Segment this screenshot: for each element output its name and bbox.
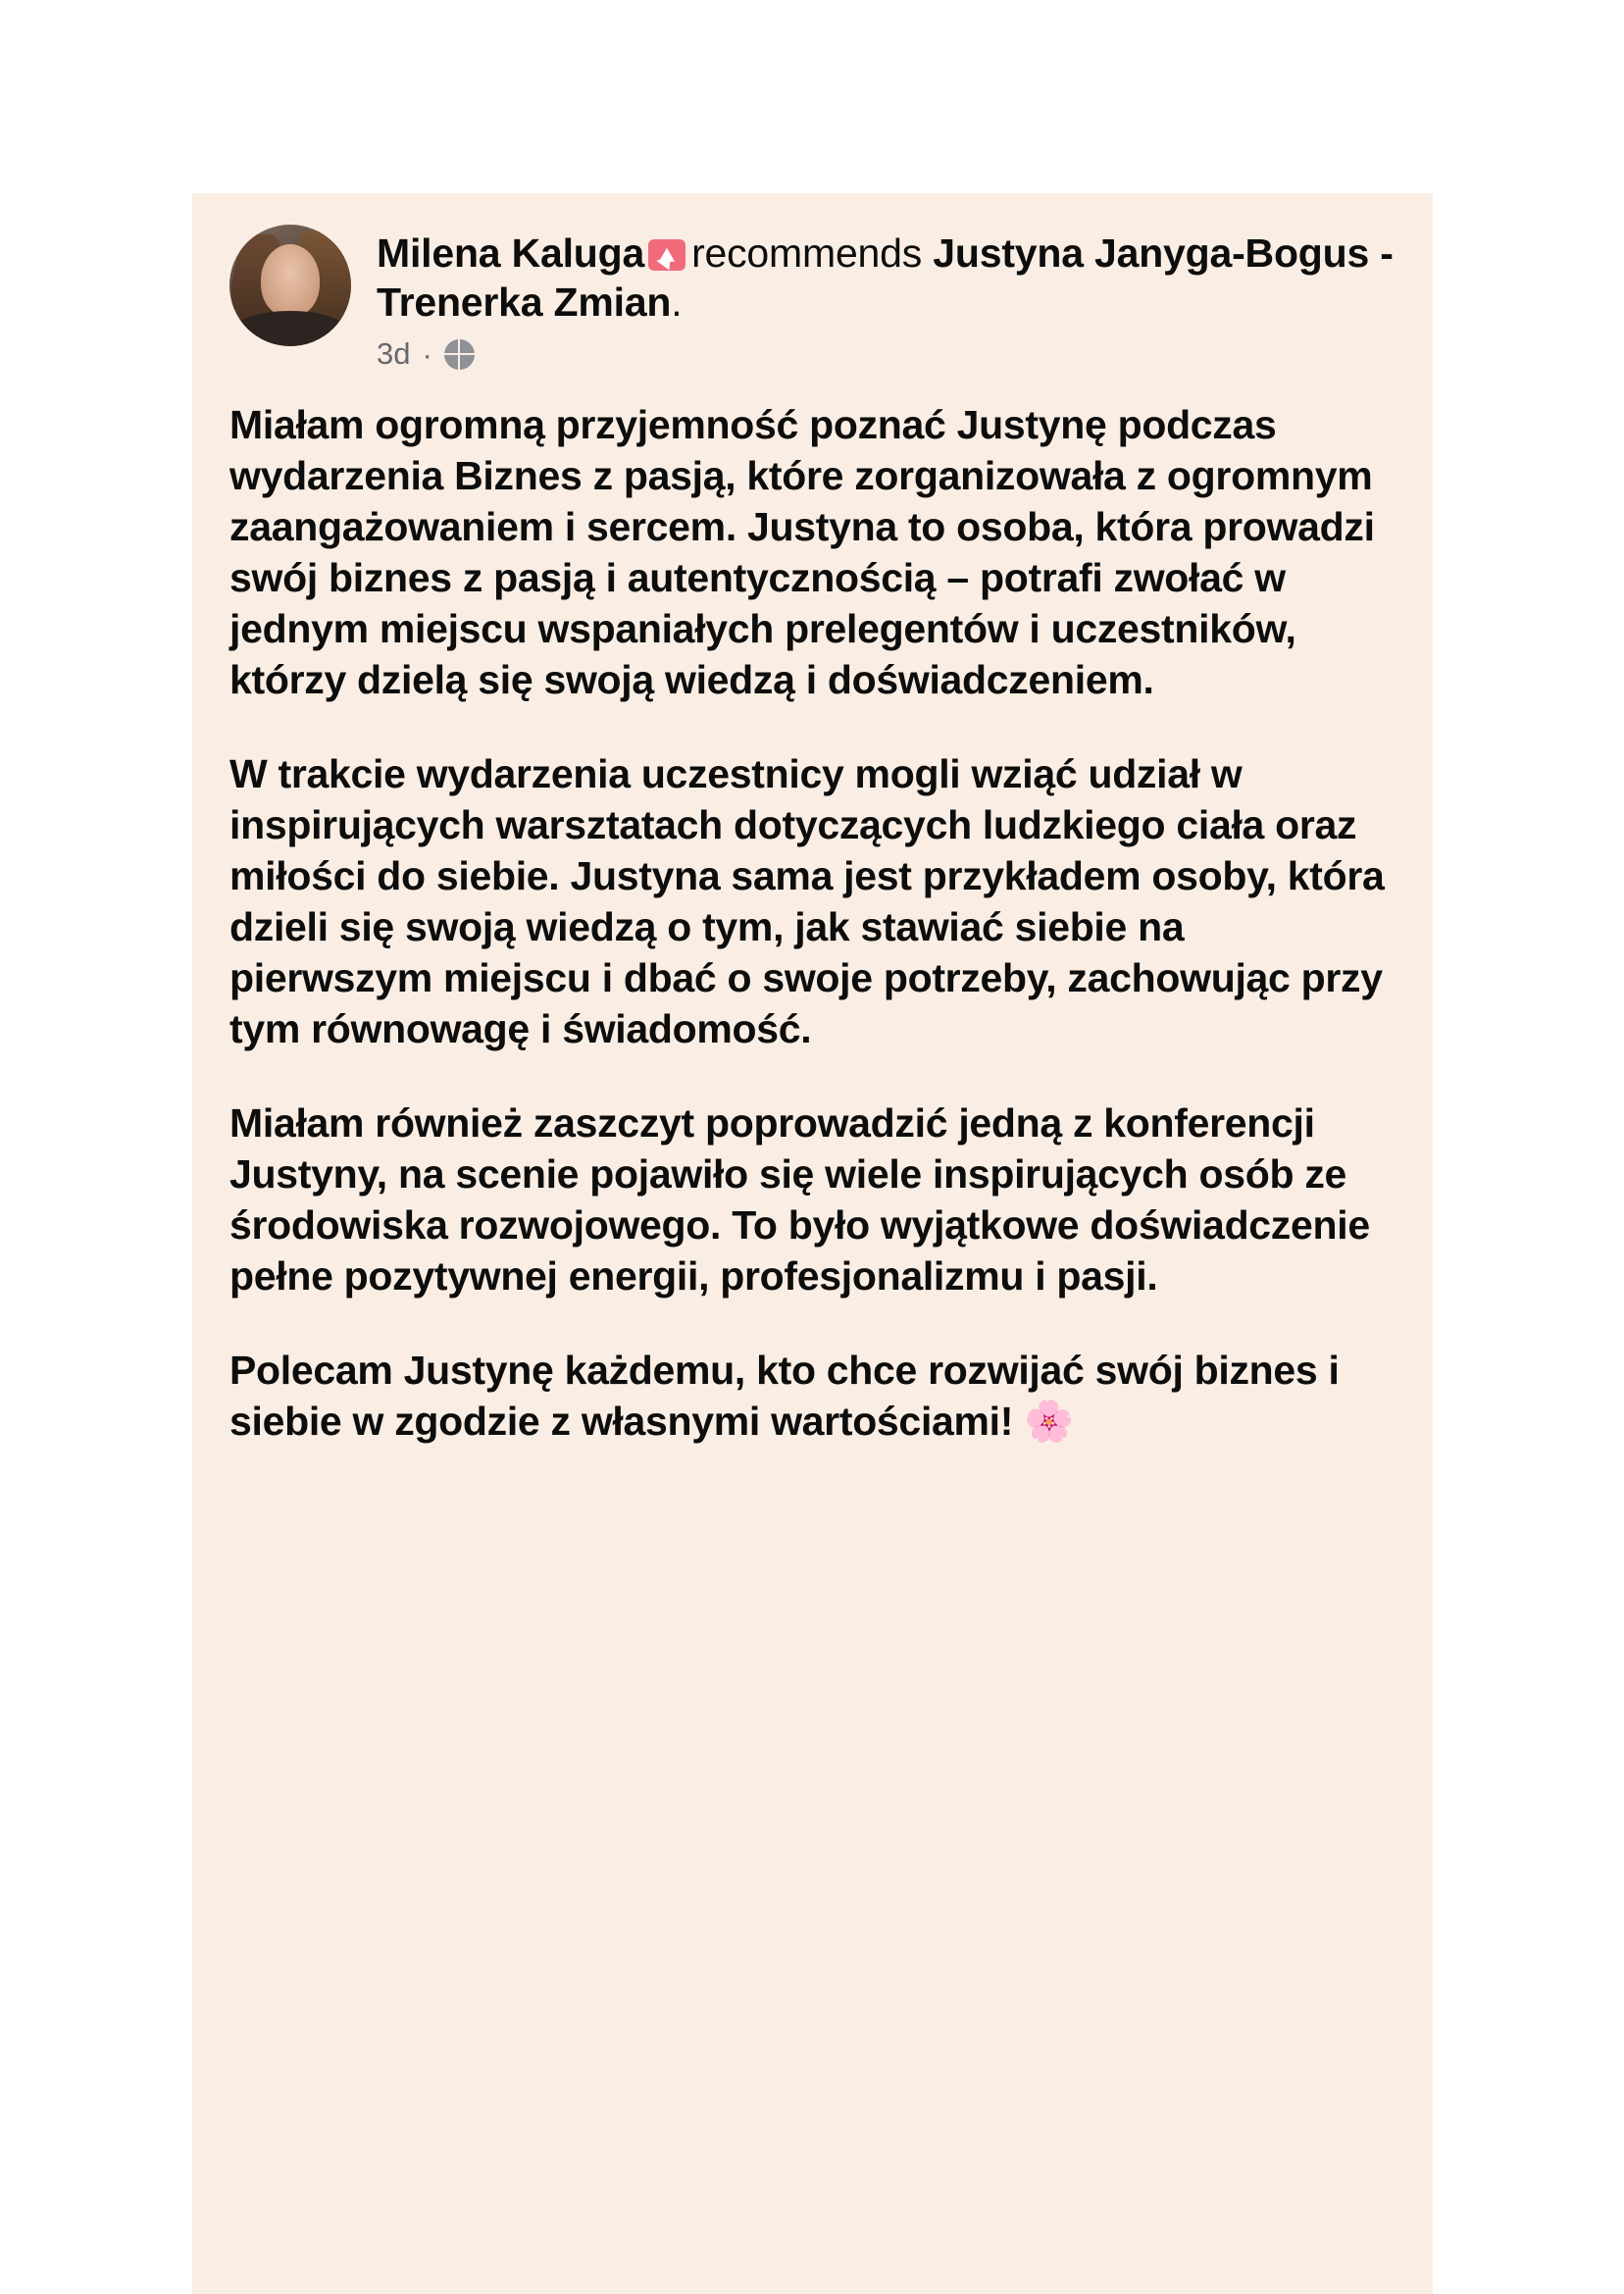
avatar-face [261, 244, 320, 317]
post-paragraph-2: W trakcie wydarzenia uczestnicy mogli wziąć udział w inspirujących warsztatach dotyczących ludzkiego ciała oraz miłości do siebie. Justyna sama jest przykładem osoby, która dzieli się swoją wiedzą o tym, jak stawiać siebie na pierwszym miejscu i dbać o swoje potrzeby, zachowując przy tym równowagę i świadomość. [229, 751, 1385, 1051]
recommend-action-label: recommends [691, 230, 923, 276]
headline-period: . [671, 280, 683, 325]
post-header [229, 225, 1396, 372]
recommended-page-name[interactable]: Justyna Janyga-Bogus - Trenerka Zmian [377, 230, 1394, 325]
post-timestamp[interactable]: 3d [377, 336, 411, 371]
post-headline [377, 229, 1396, 327]
post-header-text [377, 225, 1396, 372]
avatar-shoulder [231, 311, 349, 346]
post-paragraph-3: Miałam również zaszczyt poprowadzić jedną z konferencji Justyny, na scenie pojawiło się wiele inspirujących osób ze środowiska rozwojowego. To było wyjątkowe doświadczenie pełne pozytywnej energii, profesjonalizmu i pasji. [229, 1100, 1370, 1299]
author-name[interactable]: Milena Kaluga [377, 230, 645, 276]
post-inner [192, 193, 1433, 1447]
globe-icon[interactable] [444, 339, 475, 370]
post-paragraph-4: Polecam Justynę każdemu, kto chce rozwijać swój biznes i siebie w zgodzie z własnymi wartościami! 🌸 [229, 1348, 1340, 1444]
post-card [192, 193, 1433, 2294]
meta-separator: · [422, 336, 432, 372]
post-meta [377, 336, 1396, 372]
post-body [229, 399, 1396, 1447]
avatar[interactable] [229, 225, 351, 346]
post-paragraph-1: Miałam ogromną przyjemność poznać Justynę podczas wydarzenia Biznes z pasją, które zorganizowała z ogromnym zaangażowaniem i sercem. Justyna to osoba, która prowadzi swój biznes z pasją i autentycznością – potrafi zwołać w jednym miejscu wspaniałych prelegentów i uczestników, którzy dzielą się swoją wiedzą i doświadczeniem. [229, 402, 1375, 702]
recommendation-badge-icon [648, 239, 685, 271]
